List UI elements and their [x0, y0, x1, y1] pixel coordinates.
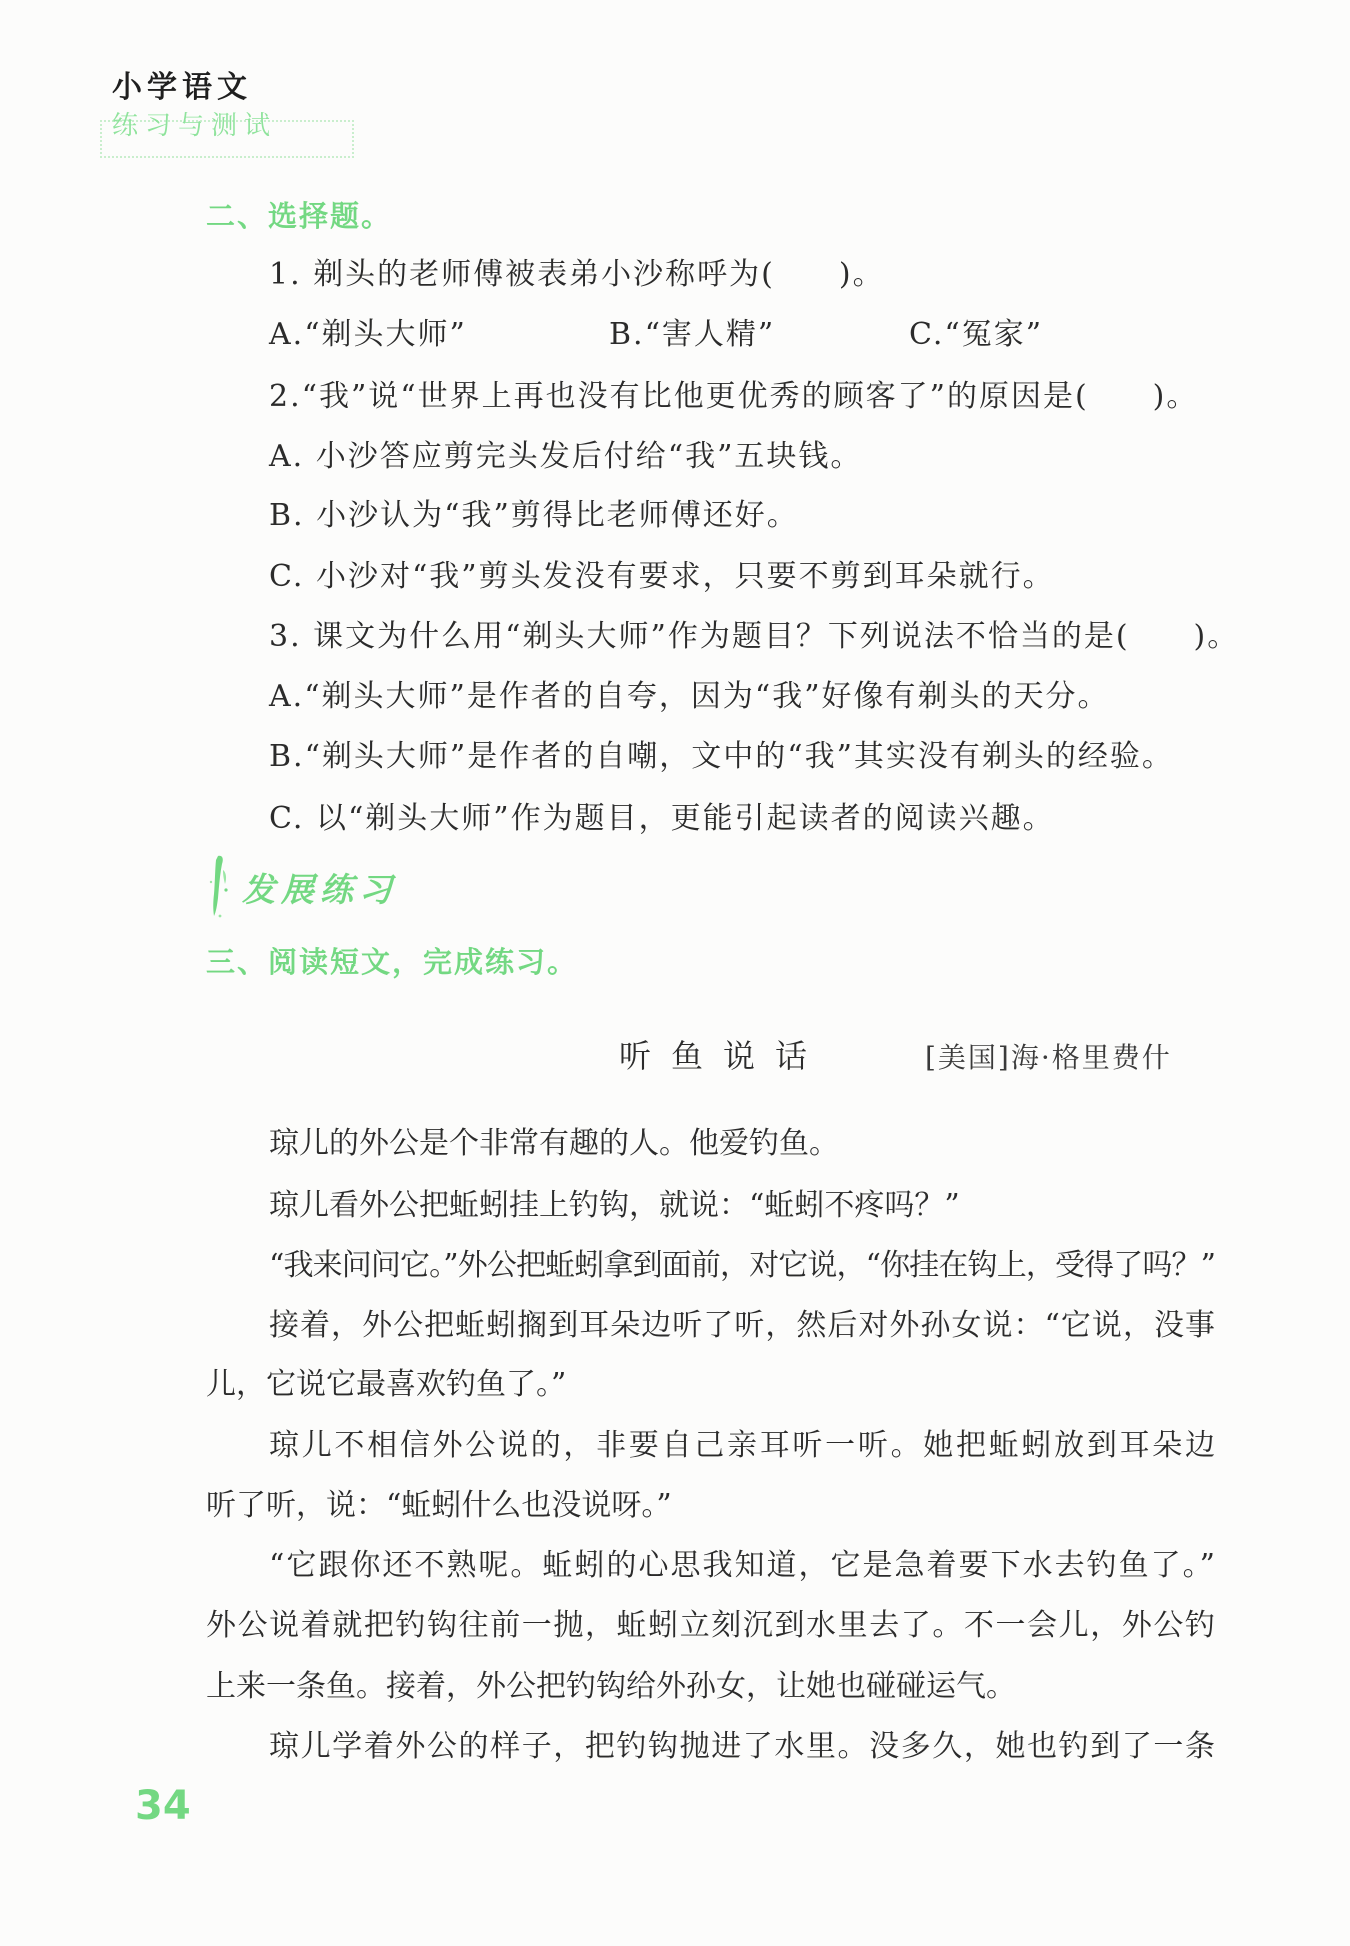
- reading-section-heading: 三、阅读短文，完成练习。: [206, 945, 579, 979]
- passage-line: 听了听，说：“蚯蚓什么也没说呀。”: [206, 1488, 672, 1523]
- book-subtitle: 练习与测试: [112, 111, 278, 141]
- page-number: 34: [135, 1783, 191, 1829]
- question-3-option-a: A.“剃头大师”是作者的自夸，因为“我”好像有剃头的天分。: [269, 679, 1110, 714]
- passage-author: [美国]海·格里费什: [925, 1041, 1172, 1074]
- passage-line: 琼儿不相信外公说的，非要自己亲耳听一听。她把蚯蚓放到耳朵边: [269, 1428, 1215, 1463]
- passage-line: “我来问问它。”外公把蚯蚓拿到面前，对它说，“你挂在钩上，受得了吗？”: [269, 1248, 1215, 1283]
- brush-mark-icon: [204, 852, 236, 920]
- choice-section-heading: 二、选择题。: [206, 199, 393, 233]
- question-1-stem: 1. 剃头的老师傅被表弟小沙称呼为( )。: [269, 257, 885, 292]
- passage-line: 外公说着就把钓钩往前一抛，蚯蚓立刻沉到水里去了。不一会儿，外公钓: [206, 1608, 1215, 1643]
- question-2-stem: 2.“我”说“世界上再也没有比他更优秀的顾客了”的原因是( )。: [269, 379, 1199, 414]
- passage-line: 琼儿学着外公的样子，把钓钩抛进了水里。没多久，她也钓到了一条: [269, 1729, 1215, 1764]
- question-3-option-b: B.“剃头大师”是作者的自嘲，文中的“我”其实没有剃头的经验。: [269, 739, 1174, 774]
- passage-title: 听鱼说话: [619, 1037, 828, 1075]
- question-2-option-c: C. 小沙对“我”剪头发没有要求，只要不剪到耳朵就行。: [269, 559, 1055, 594]
- passage-line: 琼儿看外公把蚯蚓挂上钓钩，就说：“蚯蚓不疼吗？”: [269, 1188, 960, 1223]
- question-2-option-a: A. 小沙答应剪完头发后付给“我”五块钱。: [269, 439, 863, 474]
- passage-line: “它跟你还不熟呢。蚯蚓的心思我知道，它是急着要下水去钓鱼了。”: [269, 1548, 1215, 1583]
- question-1-option-a: A.“剃头大师”: [269, 317, 467, 352]
- question-1-option-b: B.“害人精”: [609, 317, 776, 352]
- passage-line: 琼儿的外公是个非常有趣的人。他爱钓鱼。: [269, 1126, 839, 1161]
- question-2-option-b: B. 小沙认为“我”剪得比老师傅还好。: [269, 498, 799, 533]
- passage-line: 接着，外公把蚯蚓搁到耳朵边听了听，然后对外孙女说：“它说，没事: [269, 1308, 1215, 1343]
- practice-section-heading: 发展练习: [242, 870, 398, 909]
- passage-line: 儿，它说它最喜欢钓鱼了。”: [206, 1367, 567, 1402]
- passage-line: 上来一条鱼。接着，外公把钓钩给外孙女，让她也碰碰运气。: [206, 1669, 1016, 1704]
- question-3-stem: 3. 课文为什么用“剃头大师”作为题目？下列说法不恰当的是( )。: [269, 619, 1240, 654]
- book-series-title: 小学语文: [112, 70, 252, 105]
- question-3-option-c: C. 以“剃头大师”作为题目，更能引起读者的阅读兴趣。: [269, 801, 1055, 836]
- question-1-option-c: C.“冤家”: [909, 317, 1044, 352]
